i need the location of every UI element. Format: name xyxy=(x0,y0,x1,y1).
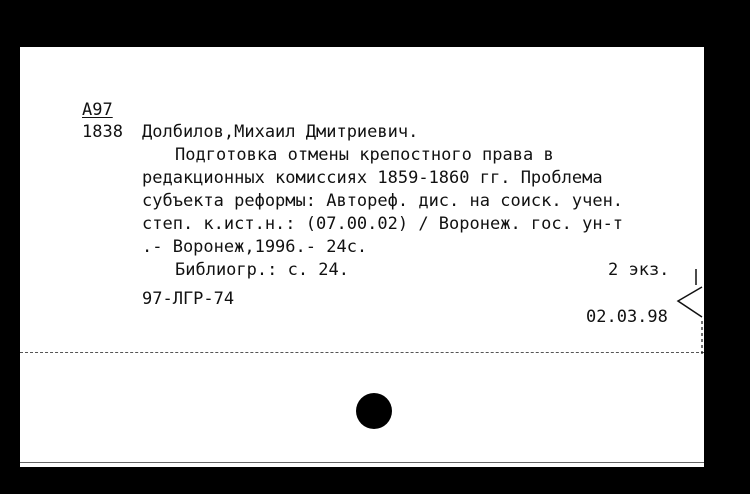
shelf-code: А97 xyxy=(82,100,113,120)
bottom-divider xyxy=(20,462,704,463)
title-line-5: .- Воронеж,1996.- 24с. xyxy=(142,237,368,257)
author-name: Долбилов,Михаил Дмитриевич. xyxy=(142,122,419,142)
catalog-card xyxy=(20,47,704,467)
title-line-4: степ. к.ист.н.: (07.00.02) / Воронеж. гос. ун-т xyxy=(142,214,624,234)
title-line-1: Подготовка отмены крепостного права в xyxy=(175,145,554,165)
dashed-divider xyxy=(20,352,704,353)
title-line-3: субъекта реформы: Автореф. дис. на соиск. учен. xyxy=(142,191,624,211)
bibliography-note: Библиогр.: с. 24. xyxy=(175,260,349,280)
title-line-2: редакционных комиссиях 1859-1860 гг. Проблема xyxy=(142,168,603,188)
catalog-date: 02.03.98 xyxy=(586,307,668,327)
punch-hole xyxy=(356,393,392,429)
edge-mark-icon xyxy=(674,269,704,359)
author-code: 1838 xyxy=(82,122,123,142)
record-number: 97-ЛГР-74 xyxy=(142,289,235,309)
copies-count: 2 экз. xyxy=(608,260,670,280)
